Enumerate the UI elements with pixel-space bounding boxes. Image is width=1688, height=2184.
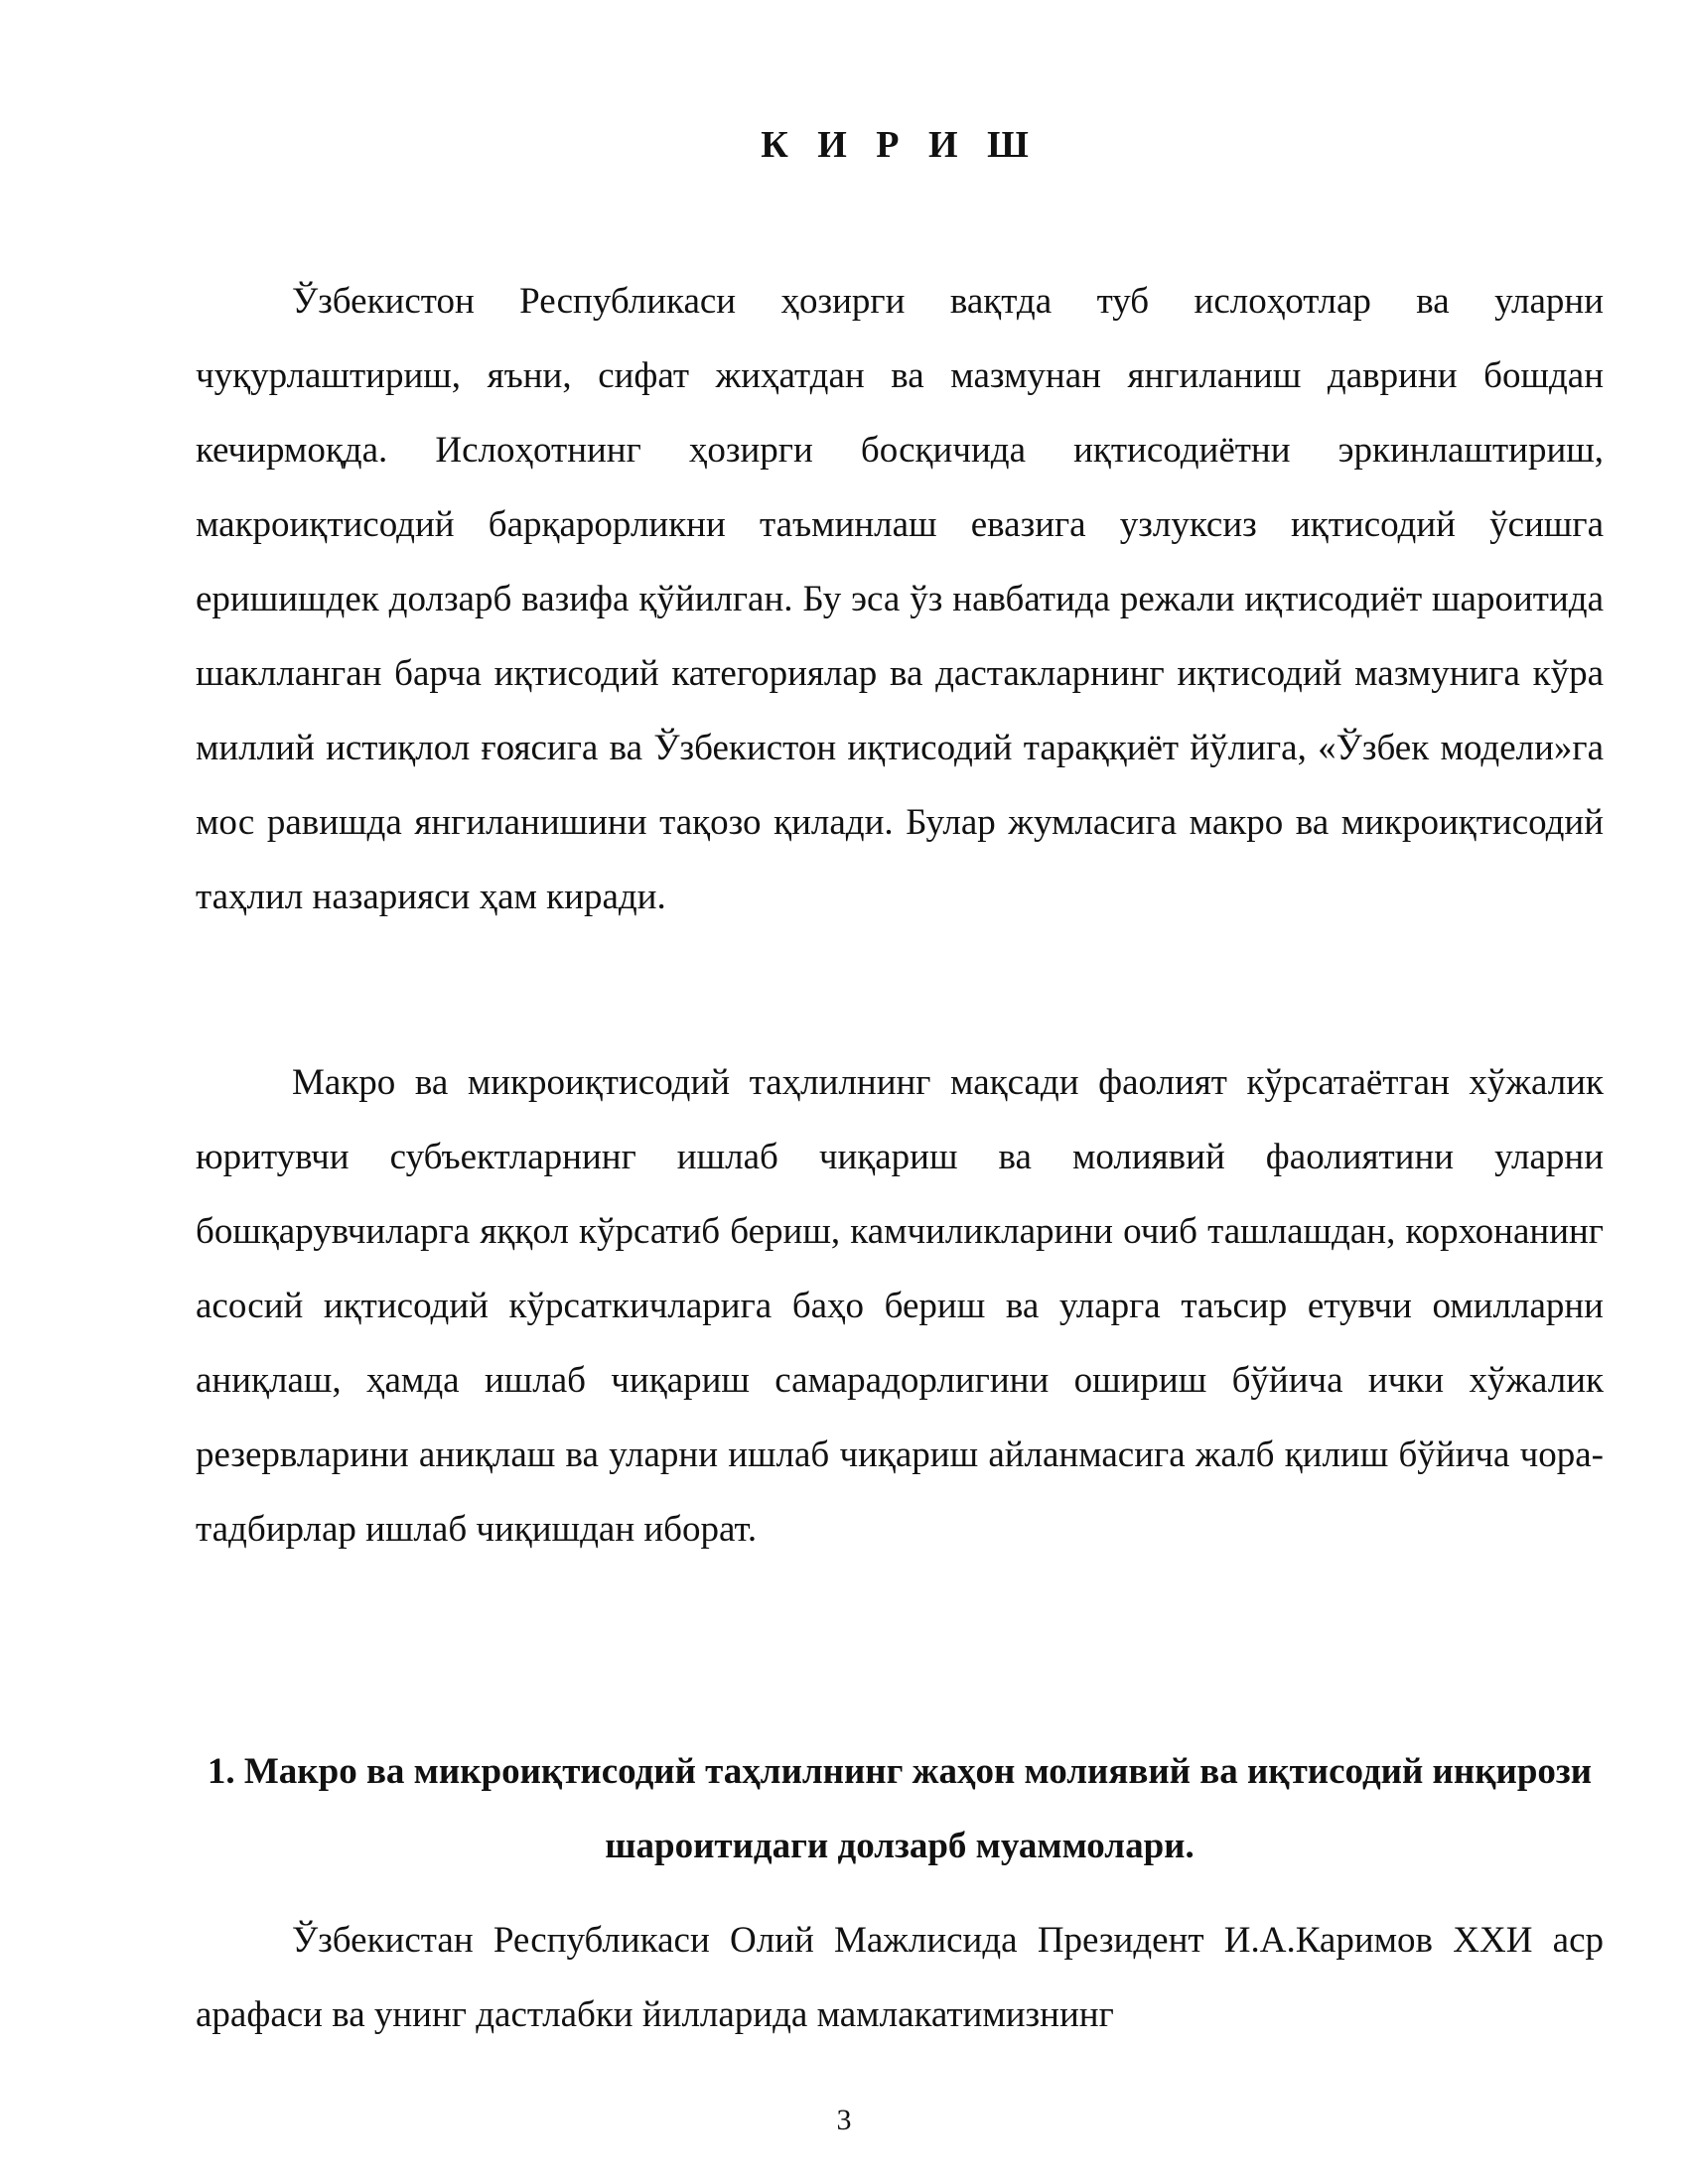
page-number: 3 [836, 2104, 852, 2136]
intro-paragraph-1: Ўзбекистон Республикаси ҳозирги вақтда туб ислоҳотлар ва уларни чуқурлаштириш, яъни, сифат жиҳатдан ва мазмунан янгиланиш даврини бошдан кечирмоқда. Ислоҳотнинг ҳозирги босқичида иқтисодиётни эркинлаштириш, макроиқтисодий барқарорликни таъминлаш евазига узлуксиз иқтисодий ўсишга еришишдек долзарб вазифа қўйилган. Бу эса ўз навбатида режали иқтисодиёт шароитида шаклланган барча иқтисодий категориялар ва дастакларнинг иқтисодий мазмунига кўра миллий истиқлол ғоясига ва Ўзбекистон иқтисодий тараққиёт йўлига, «Ўзбек модели»га мос равишда янгиланишини тақозо қилади. Булар жумласига макро ва микроиқтисодий таҳлил назарияси ҳам киради. [196, 281, 1604, 917]
section-heading: 1. Макро ва микроиқтисодий таҳлилнинг жаҳон молиявий ва иқтисодий инқирози шароитидаги долзарб муаммолари. [207, 1751, 1593, 1866]
section-paragraph: Ўзбекистан Республикаси Олий Мажлисида Президент И.А.Каримов XXИ аср арафаси ва унинг дастлабки йилларида мамлакатимизнинг [196, 1920, 1604, 2035]
page-title: К И Р И Ш [761, 124, 1039, 166]
intro-paragraph-2: Макро ва микроиқтисодий таҳлилнинг мақсади фаолият кўрсатаётган хўжалик юритувчи субъектларнинг ишлаб чиқариш ва молиявий фаолиятини уларни бошқарувчиларга яққол кўрсатиб бериш, камчиликларини очиб ташлашдан, корхонанинг асосий иқтисодий кўрсаткичларига баҳо бериш ва уларга таъсир етувчи омилларни аниқлаш, ҳамда ишлаб чиқариш самарадорлигини ошириш бўйича ички хўжалик резервларини аниқлаш ва уларни ишлаб чиқариш айланмасига жалб қилиш бўйича чора-тадбирлар ишлаб чиқишдан иборат. [196, 1062, 1604, 1550]
